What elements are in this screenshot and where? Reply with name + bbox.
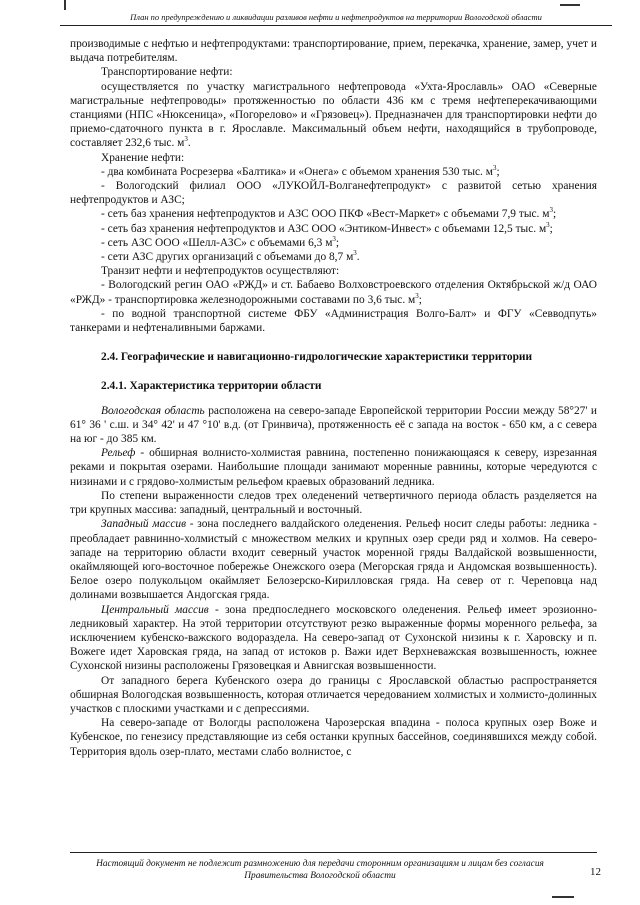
list-item: - сеть баз хранения нефтепродуктов и АЗС ООО «Энтиком-Инвест» с объемами 12,5 тыс. $м^3$; bbox=[101, 220, 553, 235]
paragraph: На северо-западе от Вологды расположена Чарозерская впадина - полоса крупных озер Воже и Кубенское, по генезису представляющие из себя останки крупных бассейнов, соединявшихся между собой. Территория вдоль озер-плато, местами слабо волнистое, с bbox=[70, 717, 597, 758]
page-number: 12 bbox=[590, 866, 601, 878]
list-item: - Вологодский регин ОАО «РЖД» и ст. Бабаево Волховстроевского отделения Октябрьской ж/д ОАО «РЖД» - транспортировка железнодорожными составами по 3,6 тыс. $м^3$; bbox=[70, 279, 597, 306]
list-item: - Вологодский филиал ООО «ЛУКОЙЛ-Волганефтепродукт» с развитой сетью хранения нефтепродуктов и АЗС; bbox=[70, 180, 597, 207]
scan-mark bbox=[64, 0, 66, 10]
document-body bbox=[70, 37, 597, 759]
paragraph: Вологодская область расположена на северо-западе Европейской территории России между 58°27' и 61° 36 ' с.ш. и 34° 42' и 47 °10' в.д. (от Гринвича), протяженность её с запада на восток - 650 км, а с севера на юг - до 385 км. bbox=[70, 404, 597, 446]
paragraph: Хранение нефти: bbox=[101, 151, 185, 164]
paragraph: Центральный массив - зона предпоследнего московского оледенения. Рельеф имеет эрозионно-ледниковый характер. На этой территории отсутствуют резко выраженные формы моренного рельефа, за исключением кубенско-важского водораздела. На северо-запад от Сухонской низины к г. Харовску и п. Вожеге идет Харовская гряда, на запад от истоков р. Важи идет Верхневажская возвышенность, южнее Сухонской низины расположены Грязовецкая и Авнигская возвышенности. bbox=[70, 603, 597, 673]
paragraph: Западный массив - зона последнего валдайского оледенения. Рельеф носит следы работы: ледника - преобладает равнинно-холмистый с множеством мелких и крупных озер среди ряд и холмов. На северо-западе на территорию области входит северный участок моренной гряды Валдайской возвышенности, окаймляющей юго-восточное побережье Онежского озера (Мегорская гряда и Андомская возвышенность). Белое озеро полукольцом окаймляет Белозерско-Кирилловская гряда. На север от г. Череповца над долинами возвышается Андогская гряда. bbox=[70, 518, 597, 602]
list-item: - два комбината Росрезерва «Балтика» и «Онега» с объемом хранения 530 тыс. $м^3$; bbox=[101, 164, 500, 178]
footer-divider bbox=[70, 852, 597, 853]
list-item: - сеть АЗС ООО «Шелл-АЗС» с объемами 6,3 $м^3$; bbox=[101, 235, 340, 249]
scan-mark bbox=[560, 4, 580, 6]
section-heading: 2.4. Географические и навигационно-гидрологические характеристики территории bbox=[101, 351, 533, 364]
list-item: - по водной транспортной системе ФБУ «Администрация Волго-Балт» и ФГУ «Севводпуть» танкерами и нефтеналивными баржами. bbox=[70, 307, 597, 335]
paragraph: Транзит нефти и нефтепродуктов осуществляют: bbox=[101, 265, 340, 278]
subsection-heading: 2.4.1. Характеристика территории области bbox=[101, 380, 322, 393]
paragraph: производимые с нефтью и нефтепродуктами: транспортирование, прием, перекачка, хранение, замер, учет и выдача потребителям. bbox=[70, 38, 597, 65]
paragraph: осуществляется по участку магистрального нефтепровода «Ухта-Ярославль» ОАО «Северные магистральные нефтепроводы» протяженностью по области 436 км с тремя нефтеперекачивающими станциями (НПС «Нюксеница», «Погорелово» и «Грязовец»). Предназначен для транспортировки нефти до приемо-сдаточного пункта в г. Ярославле. Максимальный объем нефти, находящийся в трубопроводе, составляет 232,6 тыс. $м^3$. bbox=[70, 80, 597, 150]
paragraph: Транспортирование нефти: bbox=[101, 66, 233, 79]
list-item: - сеть баз хранения нефтепродуктов и АЗС ООО ПКФ «Вест-Маркет» с объемами 7,9 тыс. $м^3$; bbox=[101, 206, 557, 221]
running-header: План по предупреждению и ликвидации разливов нефти и нефтепродуктов на территории Вологодской области bbox=[60, 12, 612, 26]
list-item: - сети АЗС других организаций с объемами до 8,7 $м^3$. bbox=[101, 249, 360, 264]
paragraph: Рельеф - обширная волнисто-холмистая равнина, постепенно понижающаяся к северу, изрезанная реками и покрытая озерами. Наибольшие площади занимают моренные равнины, которые чередуются с низинами и с грядово-холмистым рельефом краевых образований ледника. bbox=[70, 447, 597, 488]
paragraph: От западного берега Кубенского озера до границы с Ярославской областью распространяется обширная Вологодская возвышенность, которая отличается чередованием холмистых и холмисто-долинных участков с плоскими участками и с депрессиями. bbox=[70, 674, 597, 715]
scan-mark bbox=[552, 896, 574, 898]
paragraph: По степени выраженности следов трех оледенений четвертичного периода область разделяется на три крупных массива: западный, центральный и восточный. bbox=[70, 489, 597, 517]
footer-notice: Настоящий документ не подлежит размножению для передачи сторонним организациям и лицам без согласия Правительства Вологодской области bbox=[96, 859, 544, 881]
